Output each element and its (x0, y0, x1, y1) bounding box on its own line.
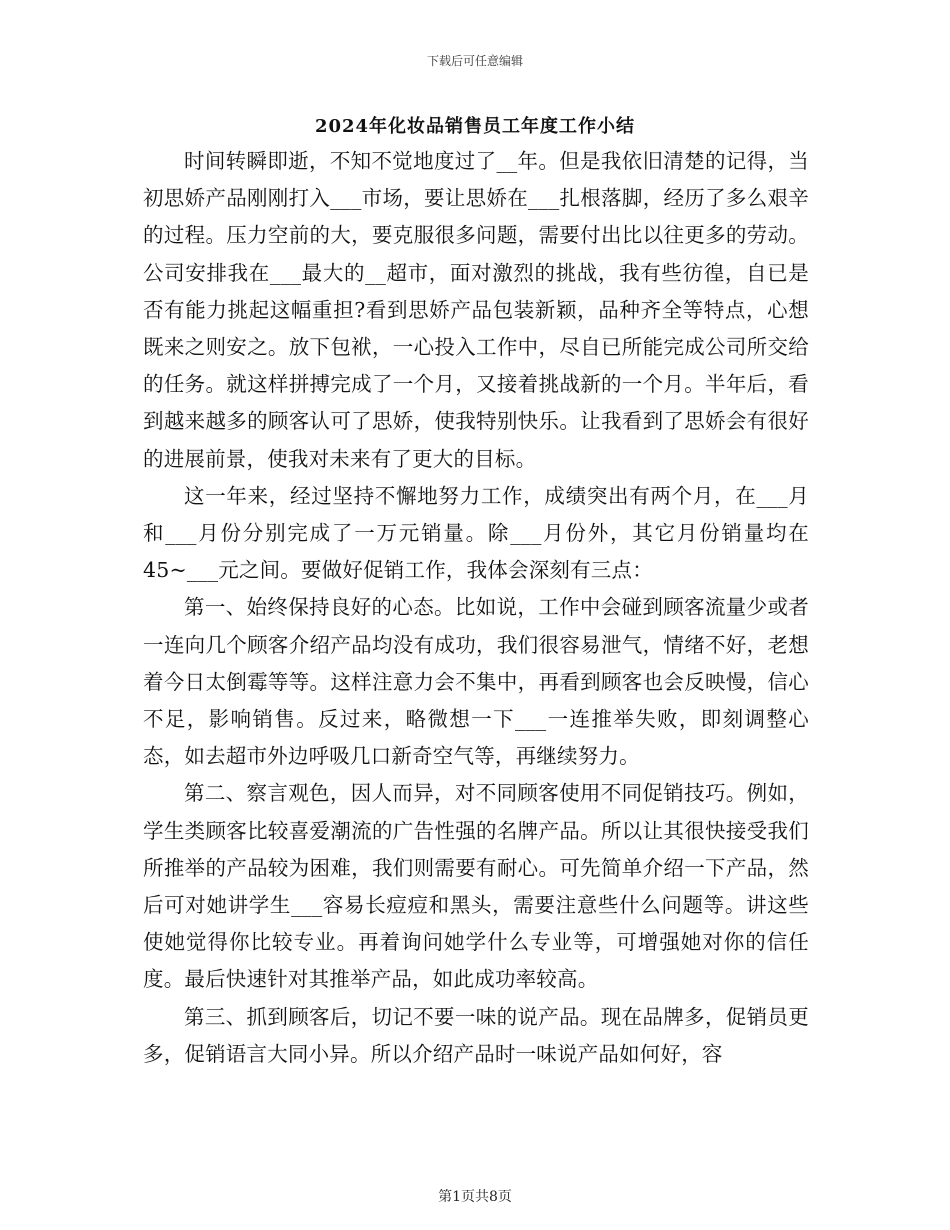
paragraph-point-one: 第一、始终保持良好的心态。比如说，工作中会碰到顾客流量少或者一连向几个顾客介绍产品均没有成功，我们很容易泄气，情绪不好，老想着今日太倒霉等等。这样注意力会不集中，再看到顾客也会反映慢，信心不足，影响销售。反过来，略微想一下___一连推举失败，即刻调整心态，如去超市外边呼吸几口新奇空气等，再继续努力。 (143, 595, 809, 769)
document-body (143, 143, 809, 1073)
page-number: 第1页共8页 (438, 1189, 512, 1205)
paragraph-point-two: 第二、察言观色，因人而异，对不同顾客使用不同促销技巧。例如，学生类顾客比较喜爱潮流的广告性强的名牌产品。所以让其很快接受我们所推举的产品较为困难，我们则需要有耐心。可先简单介绍一下产品，然后可对她讲学生___容易长痘痘和黑头，需要注意些什么问题等。讲这些使她觉得你比较专业。再着询问她学什么专业等，可增强她对你的信任度。最后快速针对其推举产品，如此成功率较高。 (143, 781, 809, 992)
paragraph-intro: 时间转瞬即逝，不知不觉地度过了__年。但是我依旧清楚的记得，当初思娇产品刚刚打入___市场，要让思娇在___扎根落脚，经历了多么艰辛的过程。压力空前的大，要克服很多问题，需要付出比以往更多的劳动。公司安排我在___最大的__超市，面对激烈的挑战，我有些彷徨，自已是否有能力挑起这幅重担?看到思娇产品包装新颖，品种齐全等特点，心想既来之则安之。放下包袱，一心投入工作中，尽自已所能完成公司所交给的任务。就这样拼搏完成了一个月，又接着挑战新的一个月。半年后，看到越来越多的顾客认可了思娇，使我特别快乐。让我看到了思娇会有很好的进展前景，使我对未来有了更大的目标。 (143, 149, 809, 471)
paragraph-point-three: 第三、抓到顾客后，切记不要一味的说产品。现在品牌多，促销员更多，促销语言大同小异。所以介绍产品时一味说产品如何好，容 (143, 1004, 809, 1066)
document-title: 2024年化妆品销售员工年度工作小结 (314, 116, 636, 137)
paragraph-results: 这一年来，经过坚持不懈地努力工作，成绩突出有两个月，在___月和___月份分别完成了一万元销量。除___月份外，其它月份销量均在45~___元之间。要做好促销工作，我体会深刻有三点： (143, 483, 809, 583)
page-header-note: 下载后可任意编辑 (426, 54, 523, 68)
